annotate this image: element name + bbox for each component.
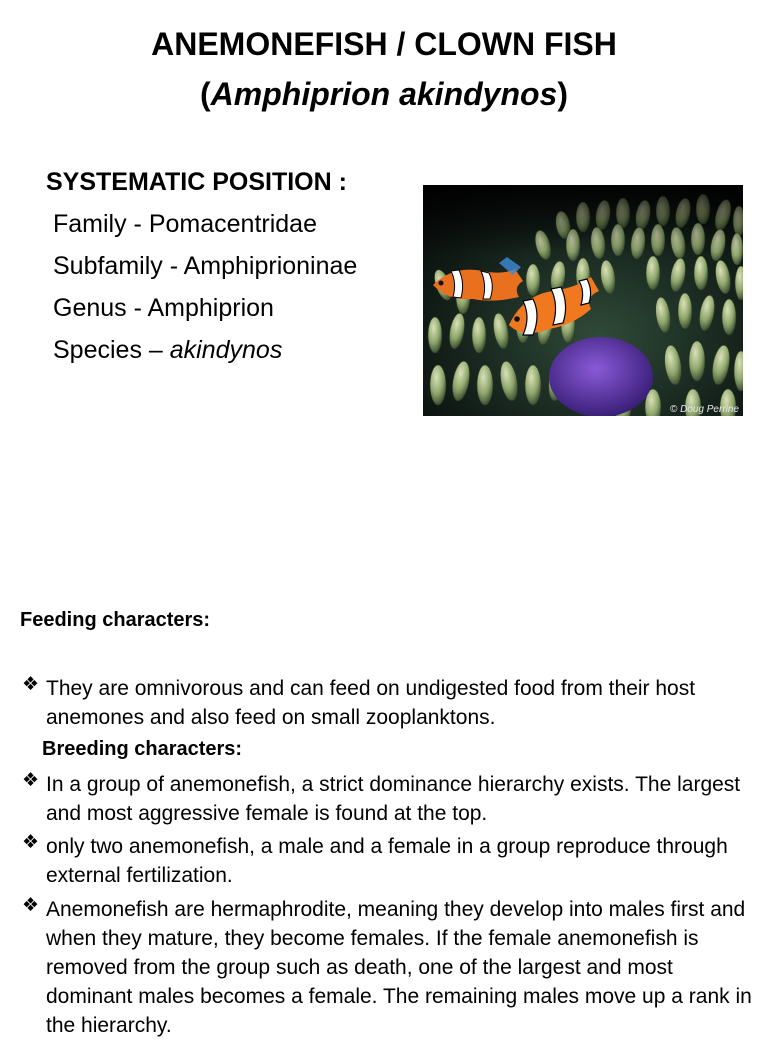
- list-item: [22, 832, 752, 890]
- clownfish-anemone-image: [423, 185, 743, 416]
- bullet-diamond-icon: ❖: [22, 895, 40, 916]
- paren-open: (: [200, 76, 211, 112]
- bullet-text: They are omnivorous and can feed on undigested food from their host anemones and also feed on small zooplanktons.: [46, 677, 696, 729]
- breeding-heading: Breeding characters:: [42, 738, 243, 760]
- species-line: [53, 334, 282, 366]
- bullet-text: only two anemonefish, a male and a female in a group reproduce through external fertilization.: [46, 835, 728, 887]
- systematic-position-heading: SYSTEMATIC POSITION :: [46, 168, 347, 196]
- subfamily-line: Subfamily - Amphiprioninae: [53, 252, 358, 280]
- paren-close: ): [557, 76, 568, 112]
- species-value: akindynos: [169, 336, 283, 364]
- bullet-diamond-icon: ❖: [22, 770, 40, 791]
- purple-anemone-base: [549, 337, 653, 416]
- bullet-diamond-icon: ❖: [22, 832, 40, 853]
- scientific-name: [0, 74, 768, 114]
- species-label: Species –: [53, 336, 170, 364]
- photo-credit: © Doug Perrine: [669, 404, 739, 415]
- family-line: Family - Pomacentridae: [53, 210, 317, 238]
- bullet-diamond-icon: ❖: [22, 674, 40, 695]
- list-item: [22, 770, 752, 828]
- feeding-heading: Feeding characters:: [20, 609, 211, 631]
- page-title: ANEMONEFISH / CLOWN FISH: [151, 26, 617, 62]
- clownfish-photo: [423, 185, 743, 416]
- bullet-text: Anemonefish are hermaphrodite, meaning they develop into males first and when they mature, they become females. If the female anemonefish is removed from the group such as death, one of the largest and most dominant males becomes a female. The remaining males move up a rank in the hierarchy.: [46, 898, 752, 1037]
- list-item: [22, 674, 752, 732]
- genus-line: Genus - Amphiprion: [53, 294, 274, 322]
- list-item: [22, 895, 752, 1040]
- bullet-text: In a group of anemonefish, a strict dominance hierarchy exists. The largest and most aggressive female is found at the top.: [46, 773, 741, 825]
- scientific-name-italic: Amphiprion akindynos: [210, 76, 558, 112]
